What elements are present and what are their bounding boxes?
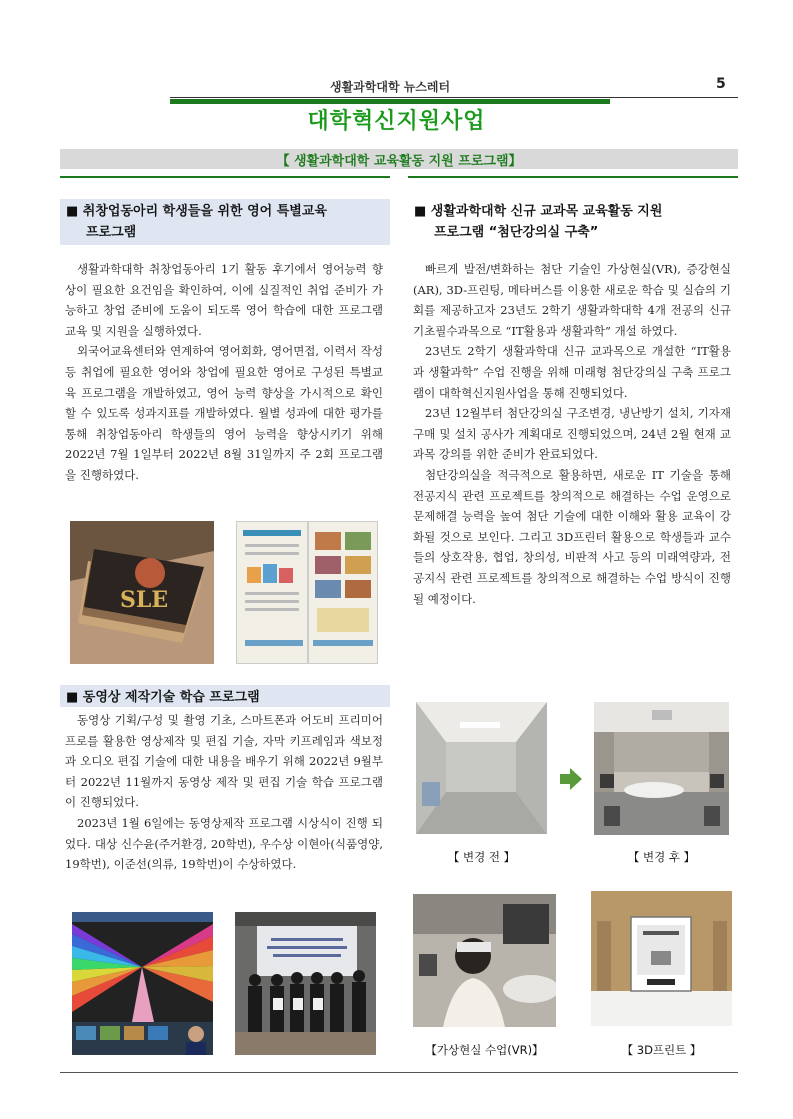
renovated-room-illustration: [594, 702, 729, 835]
printer-illustration: [591, 891, 732, 1026]
paragraph: 동영상 기획/구성 및 촬영 기초, 스마트폰과 어도비 프리미어 프로를 활용한 영상제작 및 편집 기술, 자막 키프레임과 색보정과 오디오 편집 기술에 대한 내용을 배우기 위해 2022년 9월부터 2022년 11월까지 동영상 제작 및 편집 기술 학습 프로그램이 진행되었다.: [65, 713, 383, 810]
empty-room-illustration: [416, 702, 547, 834]
english-textbook-photo: [70, 521, 214, 664]
header-rule: [170, 97, 738, 98]
section-heading-video-program: [60, 685, 390, 707]
section-title-line2: 프로그램 “첨단강의실 구축”: [434, 225, 599, 240]
classroom-before-photo: [416, 702, 547, 834]
color-fan-illustration: [72, 912, 213, 1055]
paragraph: 빠르게 발전/변화하는 첨단 기술인 가상현실(VR), 증강현실(AR), 3D-프린팅, 메타버스를 이용한 새로운 학습 및 실습의 기회를 제공하고자 23년도 2학기 생활과학대학 4개 전공의 신규 기초필수과목으로 “IT활용과 생활과학” 개설 하였다.: [413, 262, 731, 338]
paragraph: 2023년 1월 6일에는 동영상제작 프로그램 시상식이 진행 되었다. 대상 신수윤(주거환경, 20학번), 우수상 이현아(식품영양, 19학번), 이준선(의류, 19학번)이 수상하였다.: [65, 815, 383, 872]
page-number: 5: [716, 76, 726, 92]
paragraph: 첨단강의실을 적극적으로 활용하면, 새로운 IT 기술을 통해 전공지식 관련 프로젝트를 창의적으로 해결하는 수업 운영으로 문제해결 능력을 높여 첨단 기술에 대한 이해와 활용 교육이 강화될 것으로 보인다. 그리고 3D프린터 활용으로 학생들과 교수들의 상호작용, 협업, 창의성, 비판적 사고 등의 미래역량과, 전공지식 관련 프로젝트를 창의적으로 해결하는 수업 방식이 진행 될 예정이다.: [413, 467, 731, 606]
section-heading-english-program: [60, 199, 390, 245]
video-editing-photo: [72, 912, 213, 1055]
caption-vr-class: 【가상현실 수업(VR)】: [425, 1043, 544, 1057]
award-ceremony-photo: [235, 912, 376, 1055]
section-heading-smart-classroom: [408, 199, 738, 245]
paragraph: 23년 12월부터 첨단강의실 구조변경, 냉난방기 설치, 기자재 구매 및 설치 공사가 계획대로 진행되었으며, 24년 2월 현재 교과목 강의를 위한 준비가 완료되었다.: [413, 406, 731, 462]
caption-before: 【 변경 전 】: [447, 850, 516, 864]
3d-printer-photo: [591, 891, 732, 1026]
banner-title: 【 생활과학대학 교육활동 지원 프로그램】: [276, 154, 522, 169]
classroom-after-photo: [594, 702, 729, 835]
section-title: ■ 동영상 제작기술 학습 프로그램: [66, 690, 260, 705]
workbook-pages-photo: [236, 521, 378, 664]
paragraph: 외국어교육센터와 연계하여 영어회화, 영어면접, 이력서 작성 등 취업에 필요한 영어와 창업에 필요한 영어로 구성된 특별교육 프로그램을 개발하였고, 영어 능력 향상을 가시적으로 확인할 수 있도록 성과지표를 개발하였다. 월별 성과에 대한 평가를 통해 취창업동아리 학생들의 영어 능력을 향상시키기 위해 2022년 7월 1일부터 2022년 8월 31일까지 주 2회 프로그램을 진행하였다.: [65, 344, 383, 482]
ceremony-illustration: [235, 912, 376, 1055]
right-column-rule: [408, 176, 738, 178]
section-title-line1: ■ 생활과학대학 신규 교과목 교육활동 지원: [414, 204, 663, 219]
english-program-body: [65, 259, 383, 486]
footer-rule: [60, 1072, 738, 1073]
left-column-rule: [60, 176, 390, 178]
paragraph: 23년도 2학기 생활과학대 신규 교과목으로 개설한 “IT활용과 생활과학” 수업 진행을 위해 미래형 첨단강의실 구축 프로그램이 대학혁신지원사업을 통해 진행되었다.: [413, 344, 731, 400]
caption-after: 【 변경 후 】: [627, 850, 696, 864]
section-title-line2: 프로그램: [86, 225, 137, 240]
arrow-right-icon: [560, 768, 582, 790]
workbook-illustration: [237, 522, 378, 664]
vr-class-photo: [413, 894, 556, 1027]
paragraph: 생활과학대학 취창업동아리 1기 활동 후기에서 영어능력 향상이 필요한 요건임을 확인하여, 이에 실질적인 취업 준비가 가능하고 창업 준비에 도움이 되도록 영어 학습에 대한 프로그램 교육 및 지원을 실행하였다.: [65, 262, 383, 338]
newsletter-title: 생활과학대학 뉴스레터: [330, 80, 451, 94]
video-program-body: [65, 710, 383, 875]
page-title: 대학혁신지원사업: [307, 109, 486, 134]
section-title-line1: ■ 취창업동아리 학생들을 위한 영어 특별교육: [66, 204, 327, 219]
vr-student-illustration: [413, 894, 556, 1027]
smart-classroom-body: [413, 259, 731, 609]
book-cover-text: SLE: [120, 587, 169, 613]
caption-3d-printer: 【 3D프린트 】: [621, 1043, 702, 1057]
textbook-illustration: [70, 521, 214, 664]
